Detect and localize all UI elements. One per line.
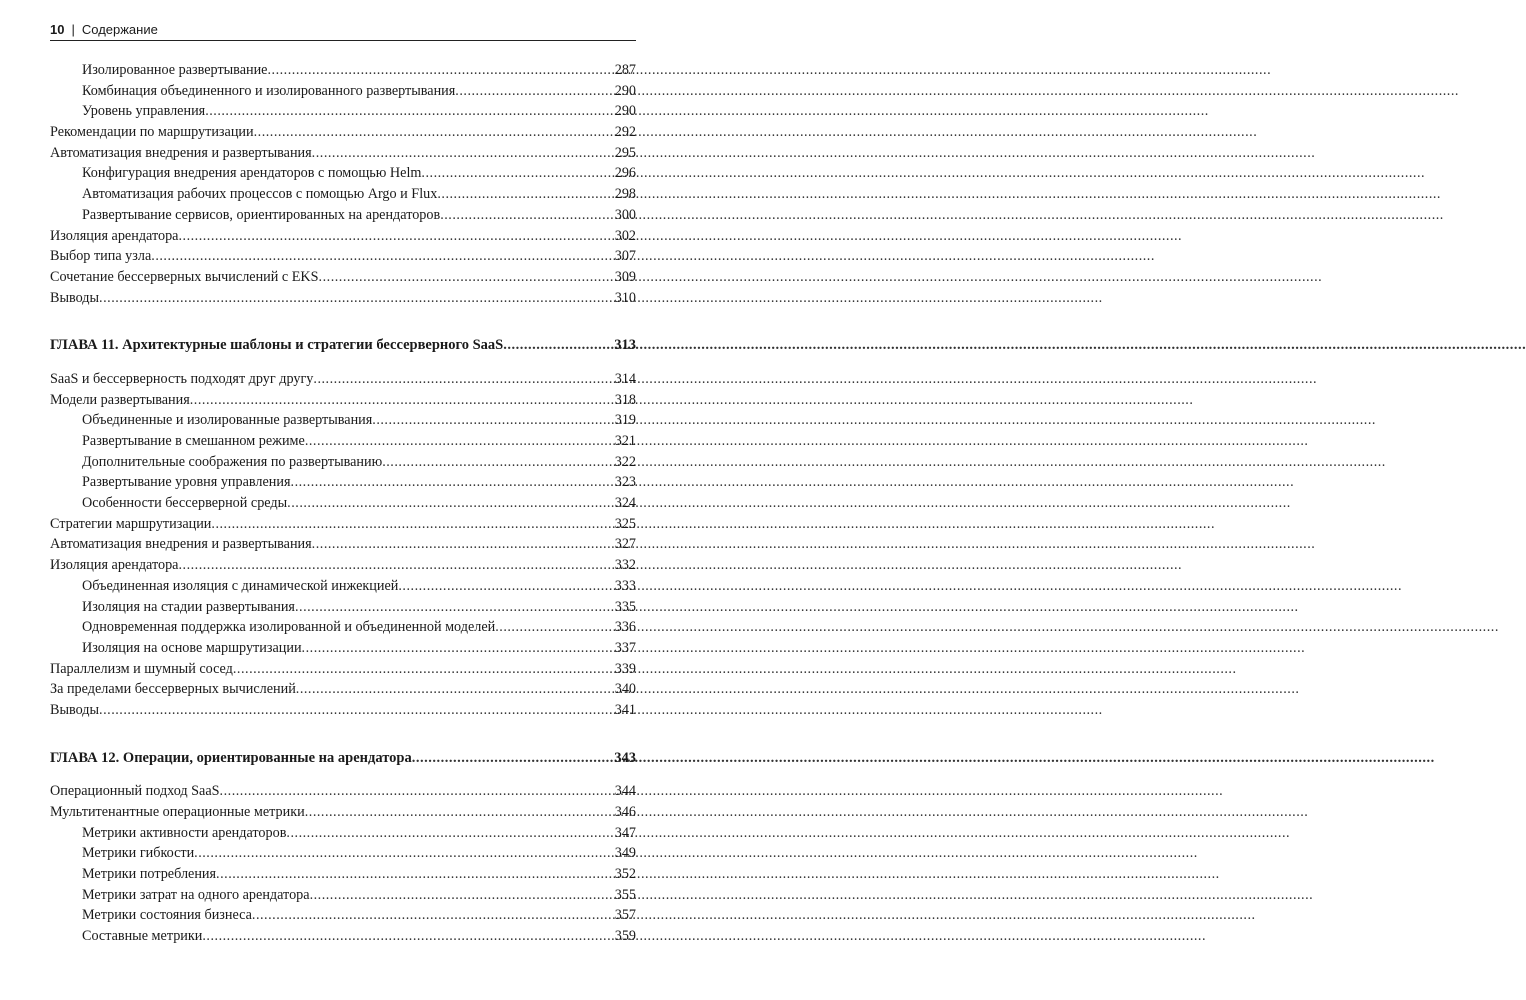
dot-leader bbox=[151, 246, 613, 267]
toc-section-entry bbox=[50, 226, 636, 247]
toc-subsection-entry bbox=[50, 843, 636, 864]
toc-entry-page: 298 bbox=[614, 186, 636, 203]
toc-section-entry bbox=[50, 246, 636, 267]
dot-leader bbox=[372, 410, 613, 431]
toc-entry-title: Выводы bbox=[50, 701, 100, 718]
toc-entry-page: 325 bbox=[614, 515, 636, 532]
dot-leader bbox=[296, 679, 614, 700]
toc-entry-page: 296 bbox=[614, 165, 636, 182]
dot-leader bbox=[202, 926, 613, 947]
toc-entry-title: ГЛАВА 12. Операции, ориентированные на арендатора bbox=[50, 749, 412, 766]
toc-entry-page: 343 bbox=[614, 749, 636, 766]
toc-entry-page: 314 bbox=[614, 370, 636, 387]
running-head-title: Содержание bbox=[81, 22, 158, 37]
toc-entry-page: 324 bbox=[614, 495, 636, 512]
toc-section-entry bbox=[50, 143, 636, 164]
toc-entry-page: 352 bbox=[614, 866, 636, 883]
toc-entry-page: 300 bbox=[614, 206, 636, 223]
toc-subsection-entry bbox=[50, 597, 636, 618]
dot-leader bbox=[421, 163, 613, 184]
dot-leader bbox=[302, 638, 614, 659]
toc-entry-page: 347 bbox=[614, 824, 636, 841]
dot-leader bbox=[99, 288, 614, 309]
toc-section-entry bbox=[50, 267, 636, 288]
toc-section-entry bbox=[50, 679, 636, 700]
toc-section-entry bbox=[50, 555, 636, 576]
dot-leader bbox=[437, 184, 613, 205]
toc-subsection-entry bbox=[50, 184, 636, 205]
toc-entry-page: 302 bbox=[614, 227, 636, 244]
toc-entry-page: 323 bbox=[614, 474, 636, 491]
dot-leader bbox=[319, 267, 614, 288]
toc-entry-title: Развертывание в смешанном режиме bbox=[82, 433, 305, 449]
toc-entry-title: Изолированное развертывание bbox=[82, 62, 268, 78]
dot-leader bbox=[312, 143, 614, 164]
dot-leader bbox=[295, 597, 614, 618]
toc-entry-title: Развертывание сервисов, ориентированных на арендаторов bbox=[82, 206, 441, 223]
toc-subsection-entry bbox=[50, 926, 636, 947]
toc-entry-title: Сочетание бессерверных вычислений с EKS bbox=[50, 268, 319, 285]
dot-leader bbox=[440, 205, 614, 226]
dot-leader bbox=[313, 369, 613, 390]
dot-leader bbox=[310, 885, 614, 906]
toc-section-entry bbox=[50, 802, 636, 823]
toc-section-entry bbox=[50, 781, 636, 802]
page-number: 10 bbox=[50, 22, 65, 37]
toc-entry-page: 327 bbox=[614, 536, 636, 553]
toc-entry-title: Конфигурация внедрения арендаторов с помощью Helm bbox=[82, 165, 422, 182]
toc-entry-title: Модели развертывания bbox=[50, 391, 190, 408]
toc-entry-page: 357 bbox=[614, 907, 636, 924]
toc-subsection-entry bbox=[50, 885, 636, 906]
chapter-heading-entry bbox=[50, 335, 636, 356]
dot-leader bbox=[99, 700, 614, 721]
table-of-contents bbox=[50, 60, 636, 947]
toc-entry-page: 344 bbox=[614, 783, 636, 800]
toc-subsection-entry bbox=[50, 576, 636, 597]
dot-leader bbox=[495, 617, 613, 638]
dot-leader bbox=[503, 335, 613, 356]
toc-entry-page: 340 bbox=[614, 681, 636, 698]
dot-leader bbox=[455, 81, 613, 102]
toc-entry-title: Изоляция на стадии развертывания bbox=[82, 598, 295, 615]
toc-entry-page: 319 bbox=[614, 412, 636, 429]
toc-entry-title: За пределами бессерверных вычислений bbox=[50, 681, 296, 698]
dot-leader bbox=[190, 390, 614, 411]
dot-leader bbox=[267, 60, 613, 81]
toc-entry-title: Метрики активности арендаторов bbox=[82, 824, 287, 841]
toc-entry-page: 346 bbox=[614, 804, 636, 820]
toc-subsection-entry bbox=[50, 823, 636, 844]
dot-leader bbox=[312, 534, 614, 555]
chapter-heading-entry bbox=[50, 748, 636, 769]
toc-entry-page: 287 bbox=[614, 62, 636, 78]
toc-subsection-entry bbox=[50, 163, 636, 184]
toc-entry-title: Одновременная поддержка изолированной и объединенной моделей bbox=[82, 619, 496, 636]
running-head bbox=[50, 22, 636, 41]
toc-subsection-entry bbox=[50, 205, 636, 226]
toc-subsection-entry bbox=[50, 617, 636, 638]
toc-entry-title: Объединенная изоляция с динамической инжекцией bbox=[82, 577, 399, 594]
toc-entry-page: 355 bbox=[614, 886, 636, 903]
toc-section-entry bbox=[50, 659, 636, 680]
toc-entry-page: 336 bbox=[614, 619, 636, 636]
dot-leader bbox=[178, 555, 613, 576]
toc-entry-title: ГЛАВА 11. Архитектурные шаблоны и стратегии бессерверного SaaS bbox=[50, 337, 504, 354]
toc-entry-page: 322 bbox=[614, 453, 636, 470]
toc-entry-page: 333 bbox=[614, 577, 636, 594]
toc-entry-title: Метрики затрат на одного арендатора bbox=[82, 886, 310, 903]
dot-leader bbox=[291, 472, 614, 493]
toc-subsection-entry bbox=[50, 905, 636, 926]
toc-entry-title: Выводы bbox=[50, 289, 100, 306]
toc-entry-title: Параллелизм и шумный сосед bbox=[50, 660, 233, 677]
toc-entry-page: 349 bbox=[614, 845, 636, 862]
toc-entry-page: 337 bbox=[614, 639, 636, 656]
dot-leader bbox=[194, 843, 614, 864]
toc-subsection-entry bbox=[50, 431, 636, 452]
toc-entry-page: 292 bbox=[614, 124, 636, 141]
toc-entry-title: Изоляция на основе маршрутизации bbox=[82, 639, 302, 656]
toc-entry-page: 310 bbox=[614, 289, 636, 306]
dot-leader bbox=[205, 101, 614, 122]
toc-subsection-entry bbox=[50, 864, 636, 885]
toc-section-entry bbox=[50, 369, 636, 390]
toc-entry-page: 307 bbox=[614, 248, 636, 265]
toc-entry-title: Рекомендации по маршрутизации bbox=[50, 124, 254, 141]
toc-entry-page: 313 bbox=[614, 337, 636, 354]
dot-leader bbox=[252, 905, 614, 926]
dot-leader bbox=[382, 452, 614, 473]
toc-section-entry bbox=[50, 700, 636, 721]
dot-leader bbox=[305, 802, 614, 823]
toc-entry-title: Дополнительные соображения по развертыванию bbox=[82, 453, 383, 470]
toc-subsection-entry bbox=[50, 60, 636, 81]
toc-entry-page: 339 bbox=[614, 660, 636, 677]
toc-section-entry bbox=[50, 514, 636, 535]
toc-subsection-entry bbox=[50, 410, 636, 431]
toc-subsection-entry bbox=[50, 472, 636, 493]
toc-subsection-entry bbox=[50, 101, 636, 122]
dot-leader bbox=[211, 514, 613, 535]
dot-leader bbox=[233, 659, 614, 680]
dot-leader bbox=[287, 493, 614, 514]
dot-leader bbox=[286, 823, 613, 844]
toc-entry-page: 318 bbox=[614, 391, 636, 408]
toc-entry-page: 341 bbox=[614, 701, 636, 718]
toc-section-entry bbox=[50, 534, 636, 555]
toc-entry-page: 332 bbox=[614, 557, 636, 574]
toc-entry-page: 309 bbox=[614, 268, 636, 285]
toc-entry-title: Метрики потребления bbox=[82, 866, 217, 883]
toc-subsection-entry bbox=[50, 452, 636, 473]
toc-entry-title: Метрики состояния бизнеса bbox=[82, 907, 252, 924]
toc-section-entry bbox=[50, 390, 636, 411]
toc-entry-page: 295 bbox=[614, 144, 636, 161]
toc-entry-title: Развертывание уровня управления bbox=[82, 474, 291, 491]
toc-entry-title: Автоматизация рабочих процессов с помощью Argo и Flux bbox=[82, 186, 438, 203]
toc-entry-title: Автоматизация внедрения и развертывания bbox=[50, 144, 312, 161]
toc-subsection-entry bbox=[50, 638, 636, 659]
toc-entry-title: Мультитенантные операционные метрики bbox=[50, 804, 305, 820]
toc-entry-title: Уровень управления bbox=[82, 103, 206, 120]
toc-subsection-entry bbox=[50, 81, 636, 102]
toc-entry-page: 335 bbox=[614, 598, 636, 615]
dot-leader bbox=[220, 781, 614, 802]
toc-entry-title: Выбор типа узла bbox=[50, 248, 152, 265]
toc-entry-title: SaaS и бессерверность подходят друг другу bbox=[50, 370, 314, 387]
dot-leader bbox=[178, 226, 613, 247]
toc-section-entry bbox=[50, 288, 636, 309]
dot-leader bbox=[216, 864, 614, 885]
dot-leader bbox=[398, 576, 613, 597]
toc-entry-title: Автоматизация внедрения и развертывания bbox=[50, 536, 312, 553]
toc-subsection-entry bbox=[50, 493, 636, 514]
toc-entry-title: Составные метрики bbox=[82, 928, 203, 945]
dot-leader bbox=[412, 748, 614, 769]
toc-entry-page: 321 bbox=[614, 433, 636, 449]
toc-entry-title: Стратегии маршрутизации bbox=[50, 515, 212, 532]
toc-entry-title: Метрики гибкости bbox=[82, 845, 195, 862]
toc-entry-title: Объединенные и изолированные развертывания bbox=[82, 412, 373, 429]
dot-leader bbox=[254, 122, 614, 143]
toc-entry-page: 290 bbox=[614, 82, 636, 99]
toc-entry-title: Операционный подход SaaS bbox=[50, 783, 220, 800]
toc-entry-title: Изоляция арендатора bbox=[50, 227, 179, 244]
toc-section-entry bbox=[50, 122, 636, 143]
toc-entry-page: 290 bbox=[614, 103, 636, 120]
dot-leader bbox=[305, 431, 614, 452]
toc-entry-page: 359 bbox=[614, 928, 636, 945]
toc-entry-title: Комбинация объединенного и изолированного развертывания bbox=[82, 82, 456, 99]
header-separator: | bbox=[71, 22, 75, 37]
toc-entry-title: Особенности бессерверной среды bbox=[82, 495, 288, 512]
toc-entry-title: Изоляция арендатора bbox=[50, 557, 179, 574]
